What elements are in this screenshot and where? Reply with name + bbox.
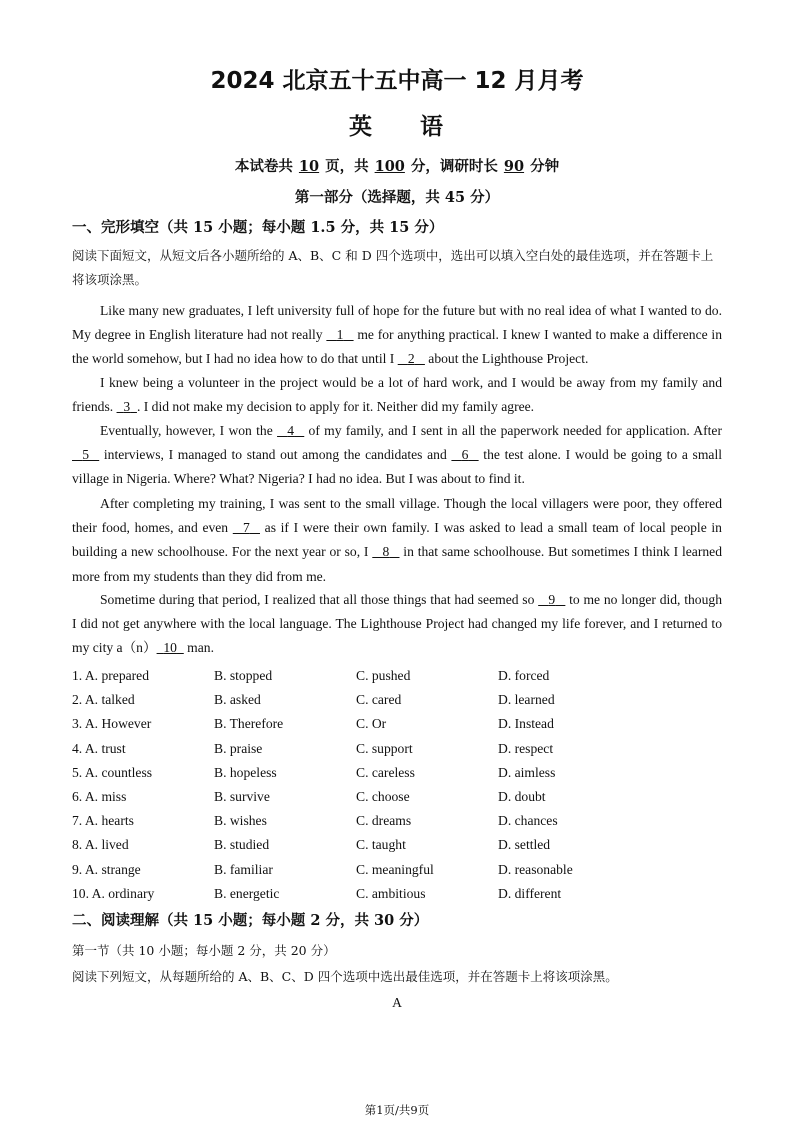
- option-c[interactable]: C. cared: [356, 692, 402, 708]
- option-row: [72, 882, 732, 906]
- blank-5[interactable]: 5: [82, 447, 89, 463]
- section-reading-heading: 二、阅读理解（共 15 小题；每小题 2 分，共 30 分）: [72, 912, 429, 929]
- option-d[interactable]: D. forced: [498, 668, 550, 683]
- section-cloze-heading: 一、完形填空（共 15 小题；每小题 1.5 分，共 15 分）: [72, 219, 444, 236]
- passage-label-a: A: [392, 995, 402, 1010]
- option-b[interactable]: B. energetic: [214, 885, 280, 901]
- subject-char-1: 英: [349, 114, 374, 140]
- option-d[interactable]: D. learned: [498, 692, 555, 708]
- option-a[interactable]: 6. A. miss: [72, 788, 127, 804]
- page-footer: 第1页/共9页: [364, 1103, 430, 1117]
- option-b[interactable]: B. wishes: [214, 813, 267, 829]
- option-a[interactable]: 10. A. ordinary: [72, 885, 155, 901]
- subject-char-2: 语: [420, 114, 445, 140]
- blank-1[interactable]: 1: [336, 327, 344, 343]
- option-b[interactable]: B. asked: [214, 692, 261, 708]
- option-d[interactable]: D. doubt: [498, 788, 546, 804]
- option-a[interactable]: 8. A. lived: [72, 837, 129, 853]
- option-row: [72, 858, 732, 882]
- blank-3[interactable]: 3: [123, 399, 131, 415]
- exam-info: [0, 155, 794, 176]
- option-c[interactable]: C. careless: [356, 764, 415, 780]
- passage-paragraph-3: Eventually, however, I won the 4 of my family, and I sent in all the paperwork needed for application. After 5 interviews, I managed to stand out among the candidates and 6 the test alone. I would be going to a small village in Nigeria. Where? What? Nigeria? I had no idea. But I was about to find it.: [72, 419, 722, 492]
- option-c[interactable]: C. meaningful: [356, 861, 434, 877]
- option-b[interactable]: B. studied: [214, 837, 270, 853]
- cloze-options: [72, 664, 732, 906]
- option-a[interactable]: 9. A. strange: [72, 861, 141, 877]
- reading-subsection: 第一节（共 10 小题；每小题 2 分，共 20 分）: [72, 943, 336, 958]
- info-text: 分，调研时长: [410, 158, 498, 175]
- option-row: [72, 809, 732, 833]
- option-c[interactable]: C. support: [356, 740, 413, 756]
- blank-9[interactable]: 9: [548, 592, 556, 607]
- option-c[interactable]: C. Or: [356, 716, 387, 732]
- passage-paragraph-2: I knew being a volunteer in the project would be a lot of hard work, and I would be away from my family and friends. 3 . I did not make my decision to apply for it. Neither did my family agree.: [72, 371, 722, 419]
- option-a[interactable]: 7. A. hearts: [72, 813, 134, 829]
- passage-paragraph-5: Sometime during that period, I realized that all those things that had seemed so 9 to me no longer did, though I did not get anywhere with the local language. The Lighthouse Project had changed my life forever, and I returned to my city a（n） 10 man.: [72, 588, 722, 661]
- option-row: [72, 761, 732, 785]
- option-c[interactable]: C. choose: [356, 788, 410, 804]
- exam-title: 2024 北京五十五中高一 12 月月考: [210, 68, 584, 94]
- blank-8[interactable]: 8: [382, 544, 390, 560]
- option-b[interactable]: B. praise: [214, 740, 263, 756]
- option-a[interactable]: 3. A. However: [72, 716, 152, 732]
- option-c[interactable]: C. pushed: [356, 668, 411, 683]
- option-b[interactable]: B. familiar: [214, 861, 273, 877]
- option-row: [72, 833, 732, 857]
- reading-instruction: 阅读下列短文，从每题所给的 A、B、C、D 四个选项中选出最佳选项，并在答题卡上将该项涂黑。: [72, 969, 618, 984]
- passage-paragraph-4: After completing my training, I was sent to the small village. Though the local villagers were poor, they offered their food, homes, and even 7 as if I were their own family. I was asked to lead a small team of local people in building a new schoolhouse. For the next year or so, I 8 in that same schoolhouse. But sometimes I think I learned more from my students than they did from me.: [72, 496, 722, 584]
- option-a[interactable]: 4. A. trust: [72, 740, 126, 756]
- option-c[interactable]: C. ambitious: [356, 885, 426, 901]
- subject-heading: [0, 108, 794, 141]
- option-row: [72, 688, 732, 712]
- part-one-heading: 第一部分（选择题，共 45 分）: [294, 189, 500, 206]
- option-a[interactable]: 2. A. talked: [72, 692, 135, 708]
- option-row: [72, 737, 732, 761]
- option-c[interactable]: C. taught: [356, 837, 406, 853]
- total-score: 100: [374, 158, 405, 175]
- section-cloze-instruction: 阅读下面短文，从短文后各小题所给的 A、B、C 和 D 四个选项中，选出可以填入空白处的最佳选项，并在答题卡上将该项涂黑。: [72, 248, 714, 287]
- blank-10[interactable]: 10: [163, 640, 177, 656]
- blank-4[interactable]: 4: [287, 423, 295, 438]
- option-row: [72, 664, 732, 688]
- option-b[interactable]: B. hopeless: [214, 764, 277, 780]
- option-b[interactable]: B. Therefore: [214, 716, 284, 732]
- passage-paragraph-1: Like many new graduates, I left university full of hope for the future but with no real idea of what I wanted to do. My degree in English literature had not really 1 me for anything practical. I knew I wanted to make a difference in the world somehow, but I had no idea how to do that until I 2 about the Lighthouse Project.: [72, 299, 722, 372]
- option-c[interactable]: C. dreams: [356, 813, 412, 829]
- blank-6[interactable]: 6: [461, 447, 469, 463]
- option-d[interactable]: D. respect: [498, 740, 554, 756]
- option-a[interactable]: 1. A. prepared: [72, 668, 150, 683]
- info-text: 本试卷共: [234, 158, 293, 175]
- option-a[interactable]: 5. A. countless: [72, 764, 153, 780]
- option-d[interactable]: D. different: [498, 885, 562, 901]
- option-d[interactable]: D. settled: [498, 837, 551, 853]
- info-text: 分钟: [530, 158, 560, 175]
- time-limit: 90: [503, 158, 525, 175]
- option-row: [72, 785, 732, 809]
- option-d[interactable]: D. chances: [498, 813, 558, 829]
- option-b[interactable]: B. stopped: [214, 668, 273, 683]
- blank-7[interactable]: 7: [242, 520, 250, 536]
- option-row: [72, 712, 732, 736]
- option-d[interactable]: D. Instead: [498, 716, 554, 732]
- info-text: 页，共: [325, 158, 369, 175]
- option-d[interactable]: D. reasonable: [498, 861, 573, 877]
- blank-2[interactable]: 2: [407, 351, 415, 367]
- option-d[interactable]: D. aimless: [498, 764, 556, 780]
- page-count: 10: [298, 158, 320, 175]
- option-b[interactable]: B. survive: [214, 788, 270, 804]
